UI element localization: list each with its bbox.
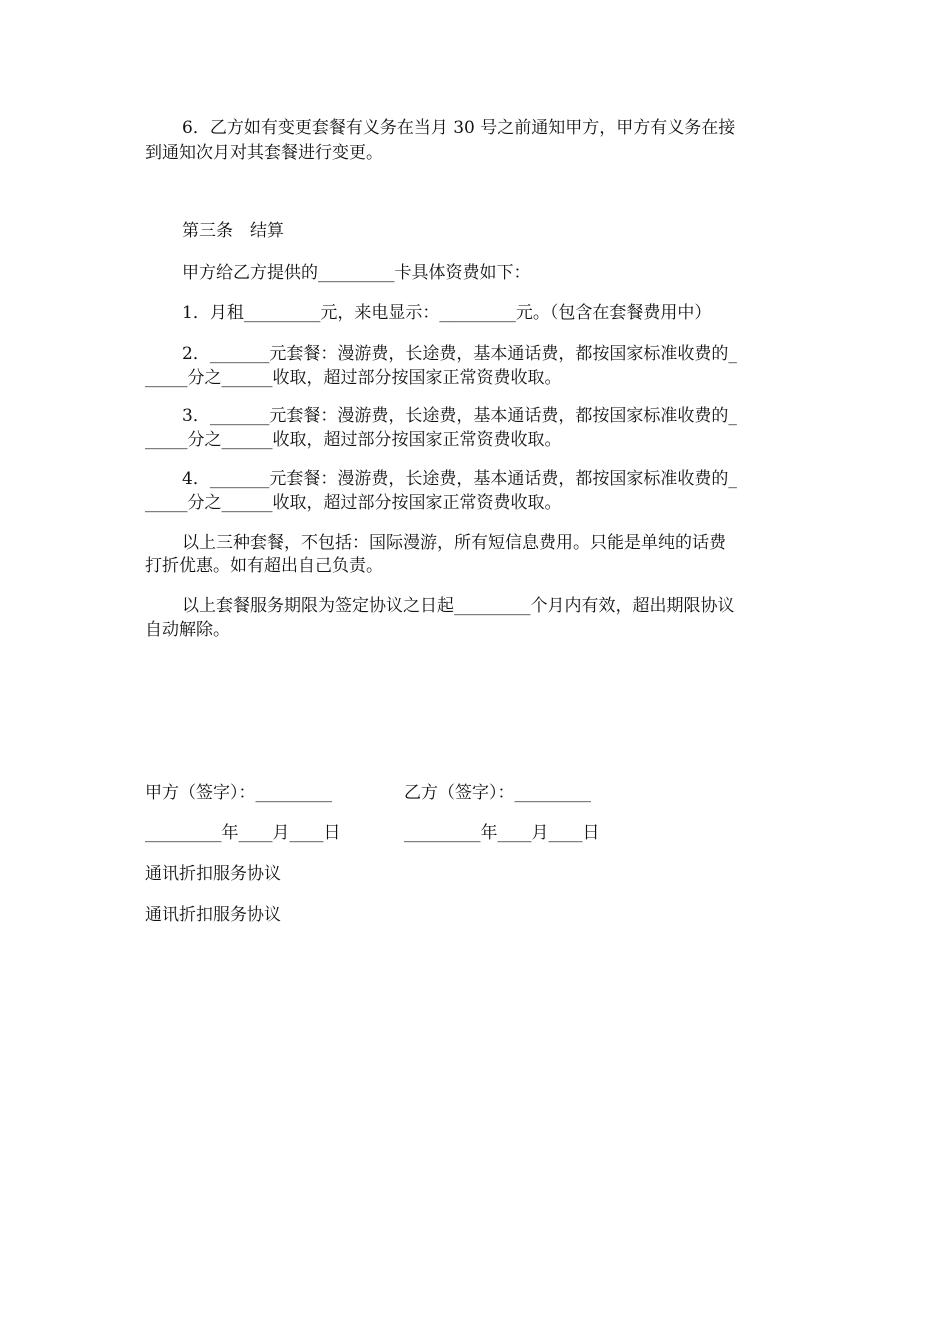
fee-item-2-line-2: _____分之______收取，超过部分按国家正常资费收取。	[145, 368, 562, 388]
article-3-heading: 第三条 结算	[182, 221, 284, 241]
party-b-date: _________年____月____日	[404, 823, 600, 843]
party-a-date: _________年____月____日	[145, 823, 341, 843]
footer-title-1: 通讯折扣服务协议	[145, 864, 281, 884]
footer-title-2: 通讯折扣服务协议	[145, 905, 281, 925]
fee-item-4-line-2: _____分之______收取，超过部分按国家正常资费收取。	[145, 493, 562, 513]
fee-item-2-line-1: 2．_______元套餐：漫游费，长途费，基本通话费，都按国家标准收费的_	[182, 344, 737, 364]
party-a-signature: 甲方（签字）：_________	[145, 783, 332, 803]
fee-item-3-line-1: 3．_______元套餐：漫游费，长途费，基本通话费，都按国家标准收费的_	[182, 406, 737, 426]
fee-item-1: 1．月租_________元，来电显示：_________元。（包含在套餐费用中）	[182, 303, 712, 323]
fee-item-4-line-1: 4．_______元套餐：漫游费，长途费，基本通话费，都按国家标准收费的_	[182, 469, 737, 489]
clause-6-line-1: 6．乙方如有变更套餐有义务在当月 30 号之前通知甲方，甲方有义务在接	[182, 118, 736, 138]
party-b-signature: 乙方（签字）：_________	[404, 783, 591, 803]
term-line-2: 自动解除。	[145, 620, 230, 640]
fees-intro: 甲方给乙方提供的_________卡具体资费如下：	[182, 263, 531, 283]
clause-6-line-2: 到通知次月对其套餐进行变更。	[145, 143, 383, 163]
fee-item-3-line-2: _____分之______收取，超过部分按国家正常资费收取。	[145, 430, 562, 450]
exclusion-line-1: 以上三种套餐，不包括：国际漫游，所有短信息费用。只能是单纯的话费	[182, 533, 726, 553]
term-line-1: 以上套餐服务期限为签定协议之日起_________个月内有效，超出期限协议	[182, 596, 735, 616]
exclusion-line-2: 打折优惠。如有超出自己负责。	[145, 556, 383, 576]
